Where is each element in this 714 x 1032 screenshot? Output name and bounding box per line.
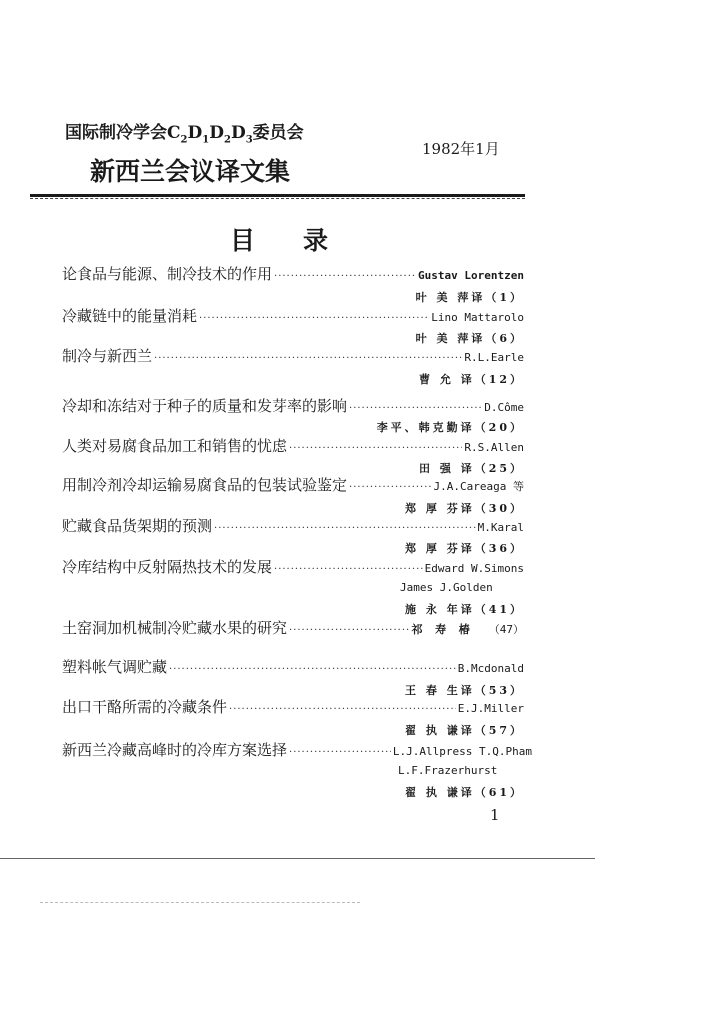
entry-author: Edward W.Simons [424,562,524,575]
header-divider [30,194,525,197]
leader-dots [274,564,423,575]
toc-entry[interactable] [62,474,524,494]
entry-author: Gustav Lorentzen [418,269,524,282]
entry-author: D.Côme [484,401,524,414]
entry-translator: 叶 美 萍译（1） [415,291,524,304]
entry-author: M.Karal [477,521,524,534]
entry-author-second: L.F.Frazerhurst [398,764,498,777]
leader-dots [229,704,456,715]
leader-dots [199,313,429,324]
entry-translator: 叶 美 萍译（6） [415,332,524,345]
entry-title: 新西兰冷藏高峰时的冷库方案选择 [62,741,288,759]
entry-title: 用制冷剂冷却运输易腐食品的包装试验鉴定 [62,476,348,494]
entry-translator: 田 强 译（25） [419,462,524,475]
toc-entry[interactable] [62,263,524,283]
toc-entry[interactable] [62,739,532,759]
entry-translator: 李平、韩克勤译（20） [376,421,524,434]
header-divider-dashed [30,198,525,199]
leader-dots [289,625,409,636]
entry-author-second: James J.Golden [400,581,493,594]
toc-entry[interactable] [62,617,524,637]
entry-author: Lino Mattarolo [431,311,524,324]
entry-author: E.J.Miller [457,702,524,715]
toc-entry[interactable] [62,656,524,676]
entry-translator: 翟 执 谦译（57） [405,724,524,737]
entry-translator: 郑 厚 芬译（36） [405,542,524,555]
entry-title: 冷却和冻结对于种子的质量和发芽率的影响 [62,397,348,415]
leader-dots [289,443,462,454]
entry-author: L.J.Allpress T.Q.Pham [392,745,532,758]
toc-entry[interactable] [62,395,524,415]
footer-divider [0,858,595,859]
entry-translator: 王 春 生译（53） [405,684,524,697]
toc-entry[interactable] [62,515,524,535]
toc-entry[interactable] [62,435,524,455]
toc-heading: 目 录 [230,226,331,255]
leader-dots [289,747,391,758]
entry-title: 土窑洞加机械制冷贮藏水果的研究 [62,619,288,637]
entry-translator: 施 永 年译（41） [405,603,524,616]
page-number: 1 [490,806,500,824]
entry-author: R.L.Earle [464,351,524,364]
entry-title: 人类对易腐食品加工和销售的忧虑 [62,437,288,455]
entry-title: 冷藏链中的能量消耗 [62,307,198,325]
entry-title: 制冷与新西兰 [62,347,153,365]
entry-translator: 曹 允 译（12） [419,373,524,386]
entry-page-ref: （47） [488,623,524,636]
entry-author: R.S.Allen [464,441,524,454]
toc-entry[interactable] [62,305,524,325]
leader-dots [214,523,476,534]
entry-author: 祁 寿 椿 [411,623,473,636]
collection-title: 新西兰会议译文集 [90,157,291,186]
leader-dots [154,353,462,364]
toc-entry[interactable] [62,345,524,365]
toc-entry[interactable] [62,556,524,576]
entry-title: 塑料帐气调贮藏 [62,658,168,676]
entry-author: B.Mcdonald [457,662,524,675]
entry-author: J.A.Careaga 等 [433,480,524,493]
organization-name: 国际制冷学会$C_2D_1D_2D_3$委员会 [65,123,304,146]
leader-dots [274,271,416,282]
toc-entry[interactable] [62,696,524,716]
entry-title: 冷库结构中反射隔热技术的发展 [62,558,273,576]
entry-title: 出口干酪所需的冷藏条件 [62,698,228,716]
entry-translator: 翟 执 谦译（61） [405,786,524,799]
publication-date: 1982年1月 [422,140,500,158]
entry-title: 贮藏食品货架期的预测 [62,517,213,535]
leader-dots [169,664,456,675]
footer-divider-faint [40,902,360,903]
leader-dots [349,403,482,414]
entry-title: 论食品与能源、制冷技术的作用 [62,265,273,283]
leader-dots [349,482,432,493]
entry-translator: 郑 厚 芬译（30） [405,502,524,515]
